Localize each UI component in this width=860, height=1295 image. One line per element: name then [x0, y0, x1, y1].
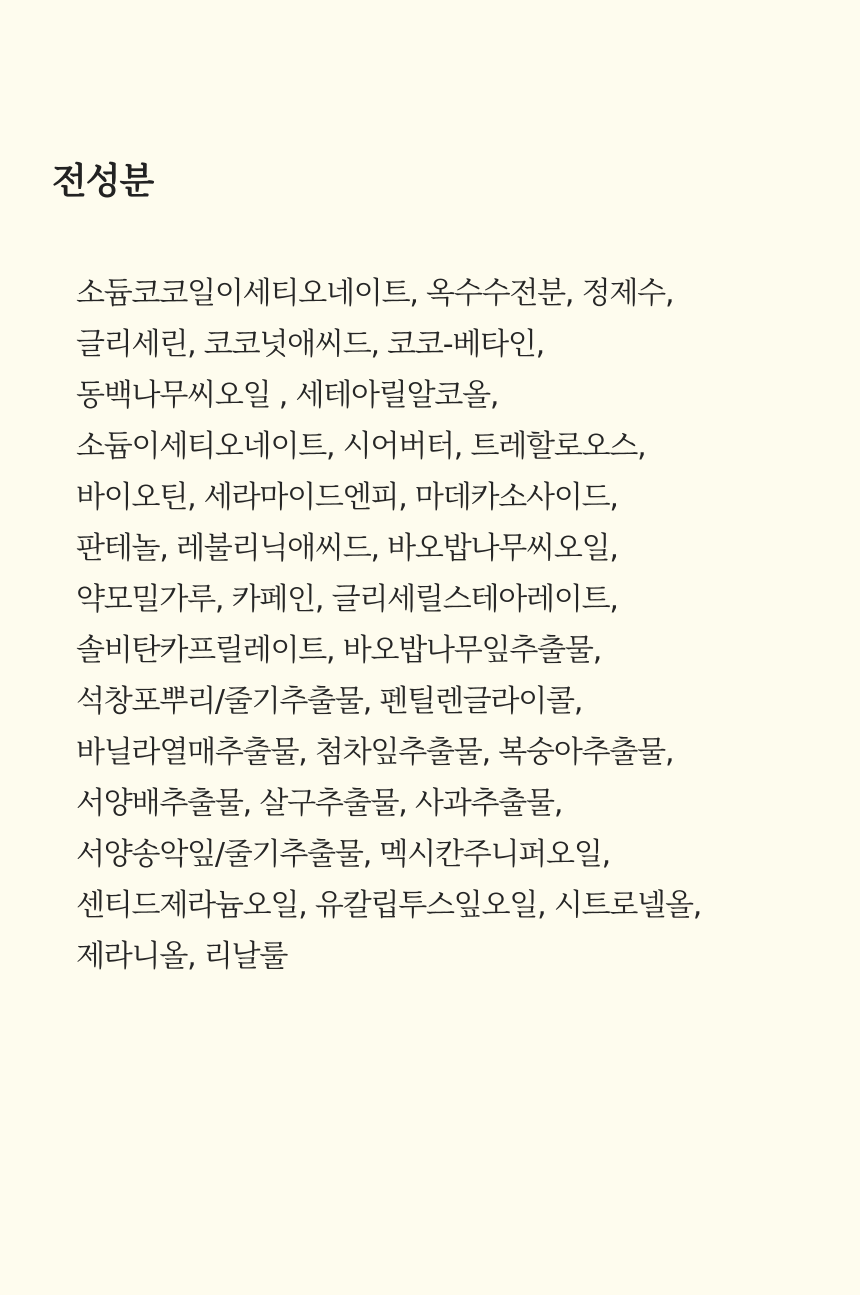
ingredient-line: 솔비탄카프릴레이트, 바오밥나무잎추출물,: [76, 633, 602, 668]
ingredient-line: 제라니올, 리날룰: [76, 939, 288, 974]
ingredient-line: 센티드제라늄오일, 유칼립투스잎오일, 시트로넬올,: [76, 888, 702, 923]
section-title: 전성분: [52, 161, 154, 202]
ingredient-line: 약모밀가루, 카페인, 글리세릴스테아레이트,: [76, 582, 618, 617]
ingredient-line: 석창포뿌리/줄기추출물, 펜틸렌글라이콜,: [76, 684, 583, 719]
ingredient-line: 동백나무씨오일 , 세테아릴알코올,: [76, 378, 499, 413]
ingredient-line: 판테놀, 레불리닉애씨드, 바오밥나무씨오일,: [76, 531, 618, 566]
ingredient-line: 바닐라열매추출물, 첨차잎추출물, 복숭아추출물,: [76, 735, 674, 770]
ingredient-line: 소듐코코일이세티오네이트, 옥수수전분, 정제수,: [76, 276, 674, 311]
ingredient-list: [76, 268, 846, 982]
ingredient-line: 바이오틴, 세라마이드엔피, 마데카소사이드,: [76, 480, 618, 515]
ingredient-line: 글리세린, 코코넛애씨드, 코코-베타인,: [76, 327, 545, 362]
ingredient-line: 서양배추출물, 살구추출물, 사과추출물,: [76, 786, 563, 821]
ingredient-line: 소듐이세티오네이트, 시어버터, 트레할로오스,: [76, 429, 646, 464]
ingredient-line: 서양송악잎/줄기추출물, 멕시칸주니퍼오일,: [76, 837, 610, 872]
